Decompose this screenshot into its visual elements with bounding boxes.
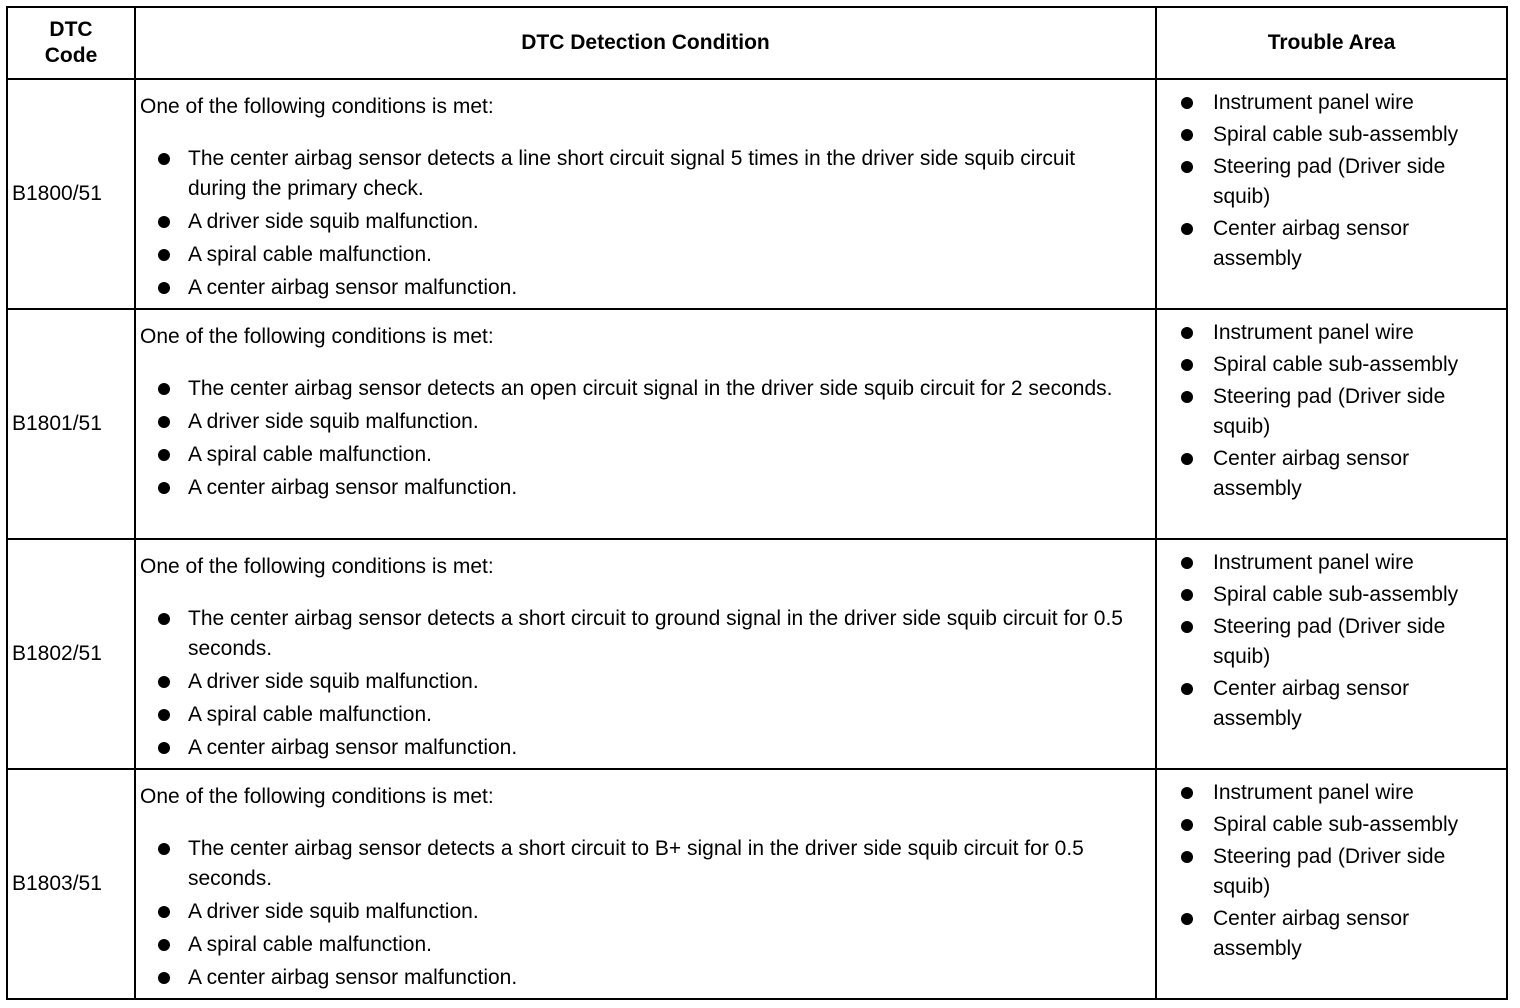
bullet-icon	[158, 939, 170, 951]
condition-item	[136, 667, 1155, 697]
header-detection-condition: DTC Detection Condition	[135, 7, 1156, 79]
condition-item	[136, 733, 1155, 763]
bullet-icon	[158, 843, 170, 855]
trouble-area-item	[1157, 674, 1506, 734]
bullet-icon	[158, 449, 170, 461]
dtc-code-cell: B1802/51	[7, 539, 135, 769]
condition-item	[136, 930, 1155, 960]
trouble-area-list	[1157, 778, 1506, 964]
condition-item	[136, 374, 1155, 404]
trouble-area-text: Center airbag sensor assembly	[1213, 447, 1410, 500]
condition-item	[136, 963, 1155, 993]
condition-text: The center airbag sensor detects an open circuit signal in the driver side squib circuit for 2 seconds.	[188, 377, 1113, 400]
header-trouble-area: Trouble Area	[1156, 7, 1507, 79]
trouble-area-text: Steering pad (Driver side squib)	[1213, 845, 1446, 898]
condition-text: A center airbag sensor malfunction.	[188, 276, 518, 299]
condition-text: A driver side squib malfunction.	[188, 670, 479, 693]
bullet-icon	[1181, 223, 1193, 235]
trouble-area-text: Center airbag sensor assembly	[1213, 907, 1410, 960]
condition-text: A driver side squib malfunction.	[188, 410, 479, 433]
trouble-area-item	[1157, 318, 1506, 348]
trouble-area-text: Spiral cable sub-assembly	[1213, 583, 1459, 606]
bullet-icon	[158, 249, 170, 261]
condition-intro: One of the following conditions is met:	[140, 785, 494, 808]
condition-text: The center airbag sensor detects a short circuit to ground signal in the driver side squib circuit for 0.5 seconds.	[188, 607, 1123, 660]
condition-intro: One of the following conditions is met:	[140, 325, 494, 348]
bullet-icon	[158, 383, 170, 395]
trouble-area-text: Center airbag sensor assembly	[1213, 217, 1410, 270]
bullet-icon	[1181, 819, 1193, 831]
trouble-area-list	[1157, 318, 1506, 504]
trouble-area-item	[1157, 444, 1506, 504]
table-row	[7, 539, 1507, 769]
condition-item	[136, 897, 1155, 927]
trouble-area-list	[1157, 548, 1506, 734]
trouble-area-item	[1157, 88, 1506, 118]
trouble-area-item	[1157, 120, 1506, 150]
trouble-area-text: Instrument panel wire	[1213, 321, 1414, 344]
trouble-area-text: Spiral cable sub-assembly	[1213, 813, 1459, 836]
bullet-icon	[1181, 851, 1193, 863]
bullet-icon	[1181, 97, 1193, 109]
dtc-code-cell: B1800/51	[7, 79, 135, 309]
condition-text: A spiral cable malfunction.	[188, 703, 432, 726]
condition-item	[136, 834, 1155, 894]
detection-condition-cell	[135, 309, 1156, 539]
bullet-icon	[158, 709, 170, 721]
trouble-area-item	[1157, 810, 1506, 840]
trouble-area-text: Instrument panel wire	[1213, 91, 1414, 114]
bullet-icon	[1181, 787, 1193, 799]
trouble-area-list	[1157, 88, 1506, 274]
condition-list	[136, 604, 1155, 763]
trouble-area-cell	[1156, 79, 1507, 309]
dtc-table	[6, 6, 1508, 1000]
trouble-area-cell	[1156, 769, 1507, 999]
condition-list	[136, 374, 1155, 503]
trouble-area-text: Steering pad (Driver side squib)	[1213, 155, 1446, 208]
bullet-icon	[1181, 453, 1193, 465]
trouble-area-text: Spiral cable sub-assembly	[1213, 123, 1459, 146]
condition-text: A center airbag sensor malfunction.	[188, 966, 518, 989]
condition-text: The center airbag sensor detects a line short circuit signal 5 times in the driver side squib circuit during the primary check.	[188, 147, 1076, 200]
bullet-icon	[1181, 589, 1193, 601]
condition-item	[136, 144, 1155, 204]
detection-condition-cell	[135, 769, 1156, 999]
bullet-icon	[158, 676, 170, 688]
condition-text: A spiral cable malfunction.	[188, 243, 432, 266]
condition-intro: One of the following conditions is met:	[140, 555, 494, 578]
table-row	[7, 309, 1507, 539]
trouble-area-text: Instrument panel wire	[1213, 551, 1414, 574]
trouble-area-item	[1157, 152, 1506, 212]
trouble-area-item	[1157, 842, 1506, 902]
condition-text: The center airbag sensor detects a short circuit to B+ signal in the driver side squib circuit for 0.5 seconds.	[188, 837, 1084, 890]
condition-item	[136, 207, 1155, 237]
bullet-icon	[1181, 129, 1193, 141]
header-row	[7, 7, 1507, 79]
condition-list	[136, 144, 1155, 303]
header-dtc-code: DTC Code	[7, 7, 135, 79]
bullet-icon	[1181, 359, 1193, 371]
condition-item	[136, 604, 1155, 664]
condition-text: A spiral cable malfunction.	[188, 933, 432, 956]
bullet-icon	[158, 482, 170, 494]
condition-text: A driver side squib malfunction.	[188, 900, 479, 923]
trouble-area-item	[1157, 350, 1506, 380]
trouble-area-text: Steering pad (Driver side squib)	[1213, 385, 1446, 438]
condition-item	[136, 440, 1155, 470]
bullet-icon	[158, 613, 170, 625]
trouble-area-text: Center airbag sensor assembly	[1213, 677, 1410, 730]
trouble-area-item	[1157, 580, 1506, 610]
condition-item	[136, 700, 1155, 730]
bullet-icon	[158, 972, 170, 984]
condition-list	[136, 834, 1155, 993]
condition-text: A driver side squib malfunction.	[188, 210, 479, 233]
bullet-icon	[158, 153, 170, 165]
bullet-icon	[1181, 683, 1193, 695]
trouble-area-item	[1157, 214, 1506, 274]
condition-item	[136, 473, 1155, 503]
trouble-area-cell	[1156, 309, 1507, 539]
condition-text: A spiral cable malfunction.	[188, 443, 432, 466]
bullet-icon	[1181, 161, 1193, 173]
condition-text: A center airbag sensor malfunction.	[188, 476, 518, 499]
trouble-area-item	[1157, 382, 1506, 442]
bullet-icon	[1181, 391, 1193, 403]
bullet-icon	[158, 282, 170, 294]
condition-intro: One of the following conditions is met:	[140, 95, 494, 118]
table-row	[7, 79, 1507, 309]
bullet-icon	[1181, 621, 1193, 633]
bullet-icon	[1181, 557, 1193, 569]
condition-text: A center airbag sensor malfunction.	[188, 736, 518, 759]
condition-item	[136, 240, 1155, 270]
trouble-area-item	[1157, 904, 1506, 964]
trouble-area-item	[1157, 548, 1506, 578]
dtc-code-cell: B1803/51	[7, 769, 135, 999]
trouble-area-text: Instrument panel wire	[1213, 781, 1414, 804]
trouble-area-item	[1157, 778, 1506, 808]
trouble-area-text: Steering pad (Driver side squib)	[1213, 615, 1446, 668]
trouble-area-item	[1157, 612, 1506, 672]
trouble-area-cell	[1156, 539, 1507, 769]
table-row	[7, 769, 1507, 999]
detection-condition-cell	[135, 79, 1156, 309]
bullet-icon	[158, 906, 170, 918]
condition-item	[136, 273, 1155, 303]
bullet-icon	[1181, 327, 1193, 339]
dtc-code-cell: B1801/51	[7, 309, 135, 539]
trouble-area-text: Spiral cable sub-assembly	[1213, 353, 1459, 376]
table-body	[7, 79, 1507, 999]
bullet-icon	[158, 416, 170, 428]
bullet-icon	[1181, 913, 1193, 925]
detection-condition-cell	[135, 539, 1156, 769]
condition-item	[136, 407, 1155, 437]
bullet-icon	[158, 742, 170, 754]
bullet-icon	[158, 216, 170, 228]
